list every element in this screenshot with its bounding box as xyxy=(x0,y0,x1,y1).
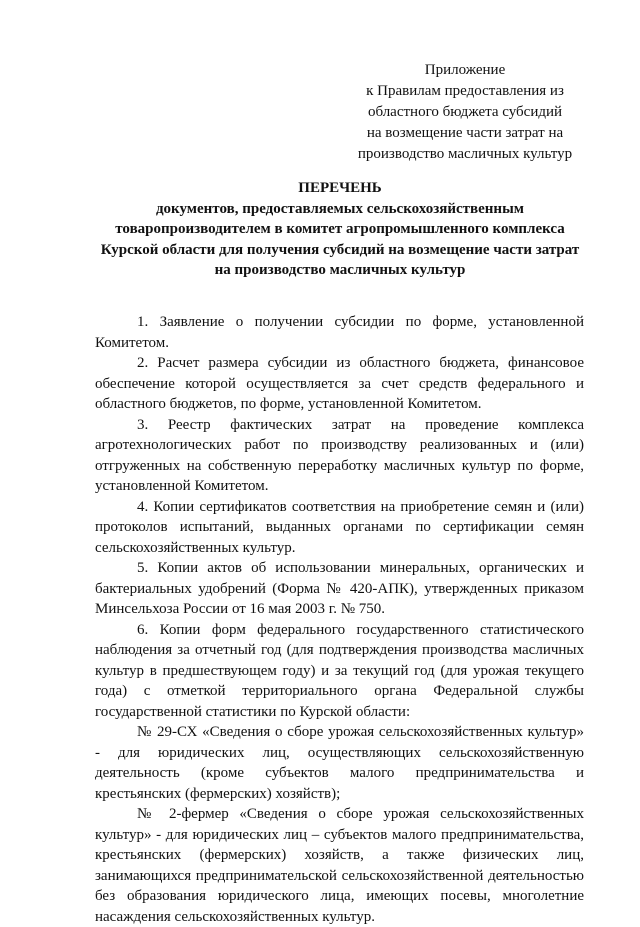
appendix-block xyxy=(340,60,590,165)
list-item: № 2-фермер «Сведения о сборе урожая сельскохозяйственных культур» - для юридических лиц – субъектов малого предпринимательства, крестьянских (фермерских) хозяйств, а также физических лиц, занимающихся предпринимательской сельскохозяйственной деятельностью без образования юридического лица, имеющих посевы, многолетние насаждения сельскохозяйственных культур. xyxy=(95,806,584,925)
document-heading xyxy=(92,178,588,281)
list-item: № 29-СХ «Сведения о сборе урожая сельскохозяйственных культур» - для юридических лиц, осуществляющих сельскохозяйственную деятельность (кроме субъектов малого предпринимательства и крестьянских (фермерских) хозяйств); xyxy=(95,724,584,802)
heading-line: Курской области для получения субсидий на возмещение части затрат xyxy=(100,241,580,258)
list-item: 3. Реестр фактических затрат на проведение комплекса агротехнологических работ по производству реализованных и (или) отгруженных на собственную переработку масличных культур по форме, установленной Комитетом. xyxy=(95,416,584,494)
document-title: ПЕРЕЧЕНЬ xyxy=(298,180,382,196)
appendix-line: на возмещение части затрат на xyxy=(366,125,564,141)
appendix-line: Приложение xyxy=(424,62,506,78)
appendix-line: к Правилам предоставления из xyxy=(366,83,564,99)
appendix-line: производство масличных культур xyxy=(357,146,573,162)
document-body xyxy=(95,312,584,927)
list-item: 1. Заявление о получении субсидии по форме, установленной Комитетом. xyxy=(95,314,584,351)
list-item: 6. Копии форм федерального государственного статистического наблюдения за отчетный год (для подтверждения производства масличных культур в предшествующем году) и за текущий год (для урожая текущего года) с отметкой территориального органа Федеральной службы государственной статистики по Курской области: xyxy=(95,621,584,720)
list-item: 4. Копии сертификатов соответствия на приобретение семян и (или) протоколов испытаний, выданных органами по сертификации семян сельскохозяйственных культур. xyxy=(95,498,584,556)
list-item: 2. Расчет размера субсидии из областного бюджета, финансовое обеспечение которой осуществляется за счет средств федерального и областного бюджетов, по форме, установленной Комитетом. xyxy=(95,355,584,412)
heading-line: документов, предоставляемых сельскохозяйственным xyxy=(155,200,525,217)
heading-line: товаропроизводителем в комитет агропромышленного комплекса xyxy=(115,221,565,237)
heading-line: на производство масличных культур xyxy=(214,262,466,278)
appendix-line: областного бюджета субсидий xyxy=(367,104,563,120)
list-item: 5. Копии актов об использовании минеральных, органических и бактериальных удобрений (Форма № 420-АПК), утвержденных приказом Минсельхоза России от 16 мая 2003 г. № 750. xyxy=(95,560,584,617)
